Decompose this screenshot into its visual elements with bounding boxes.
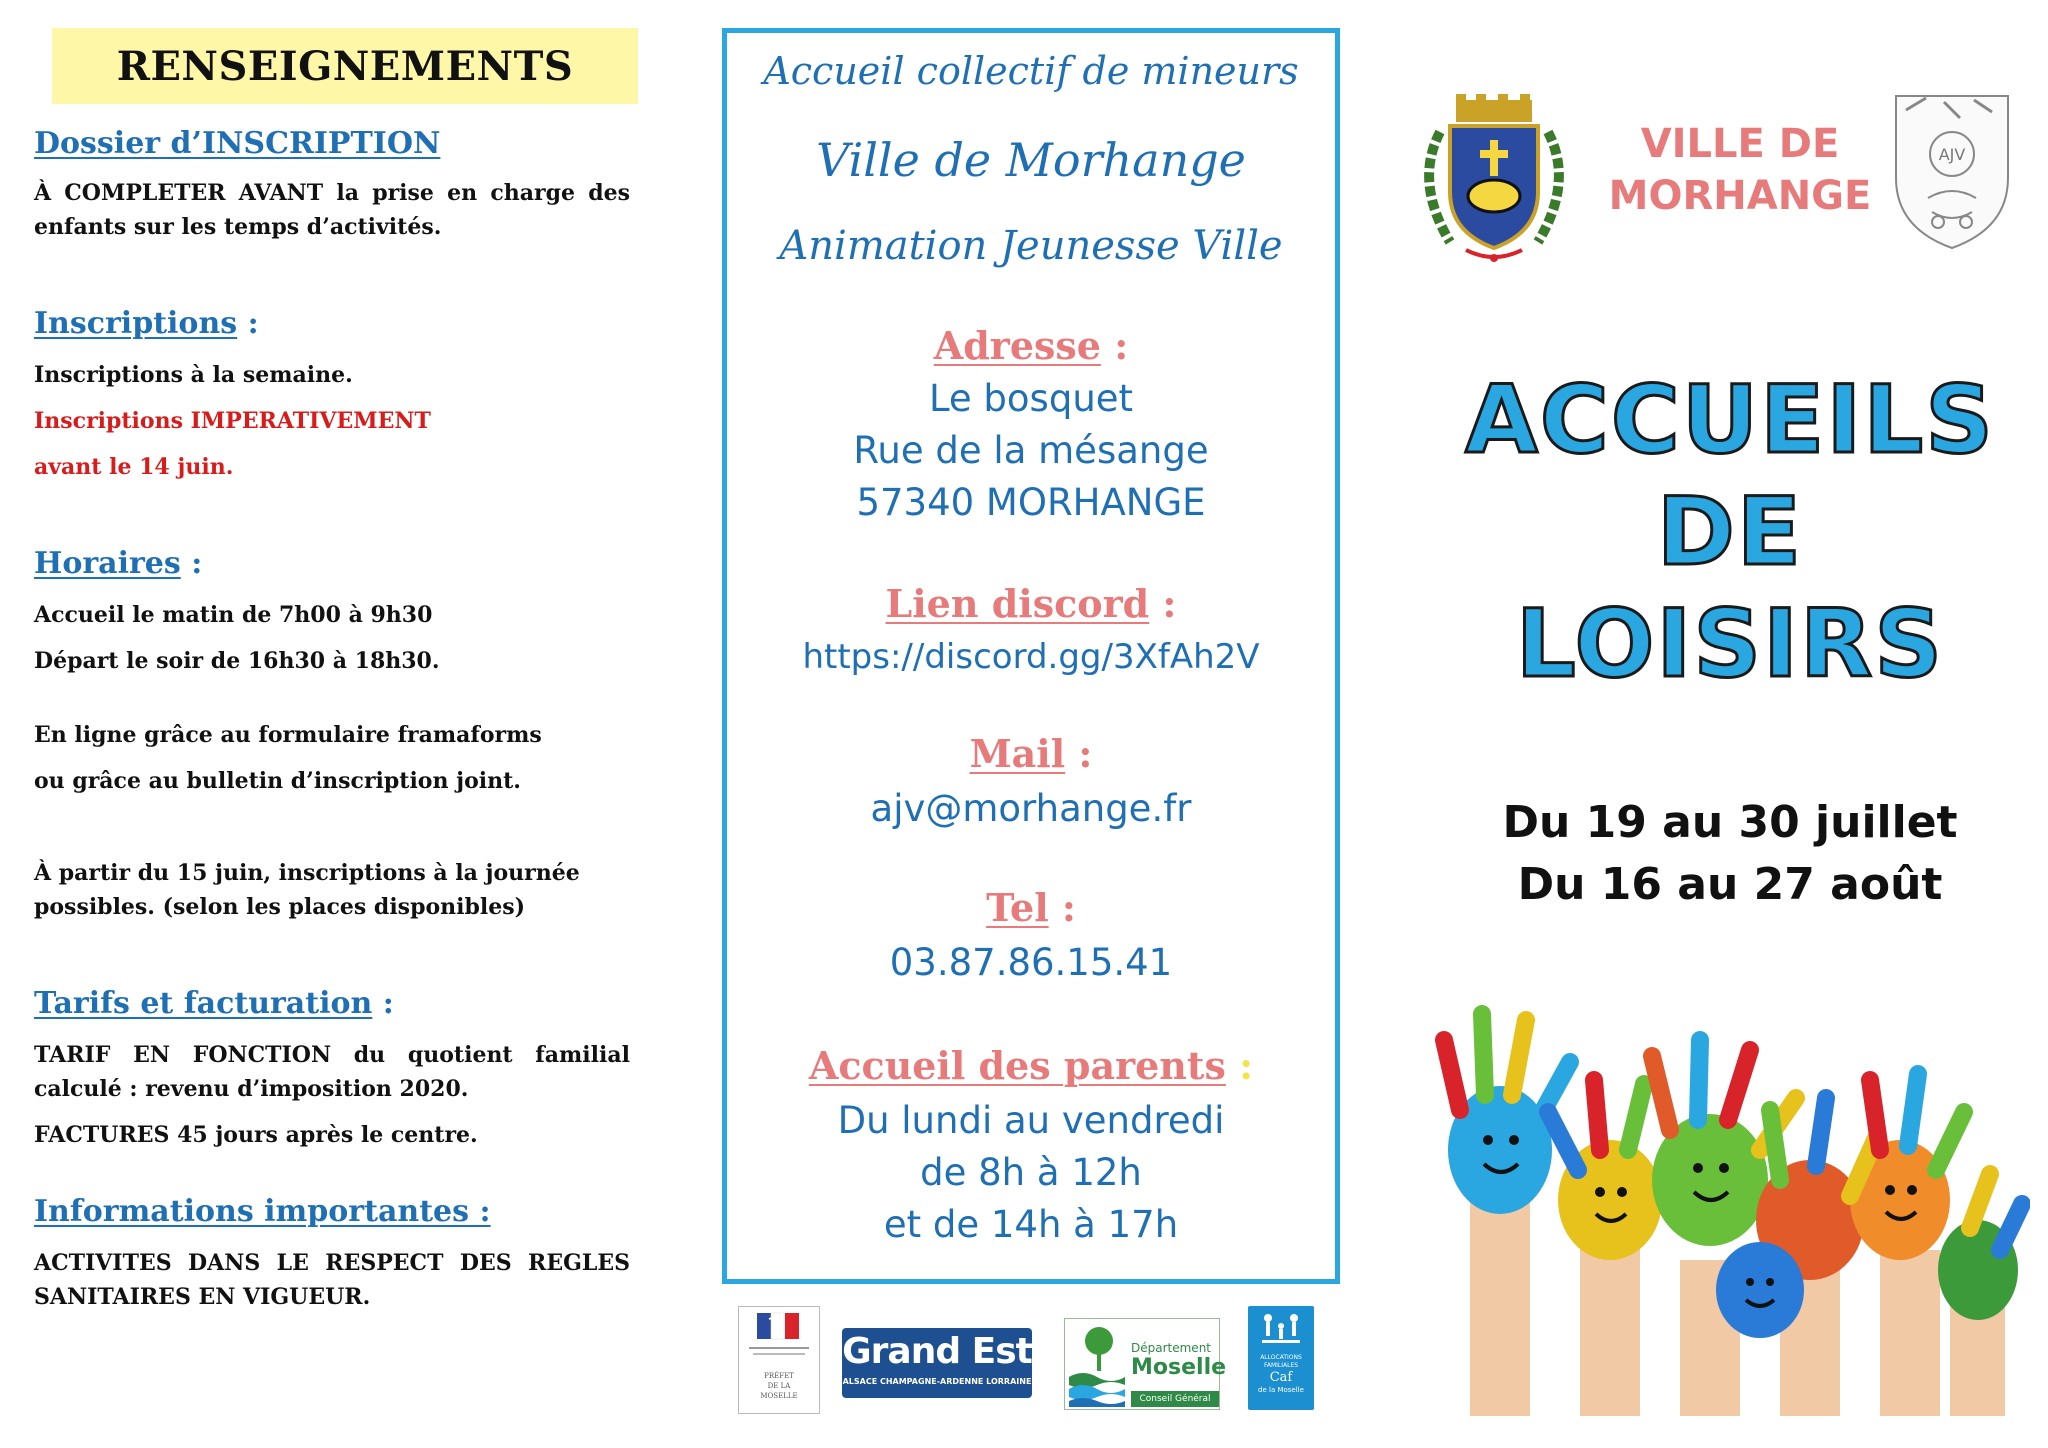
caf-line1: ALLOCATIONS	[1260, 1354, 1302, 1361]
discord-label: Lien discord :	[885, 581, 1177, 626]
dossier-text: À COMPLETER AVANT la prise en charge des enfants sur les temps d’activités.	[34, 180, 630, 240]
title-line3: LOISIRS	[1515, 590, 1945, 699]
caf-line3: Caf	[1269, 1370, 1293, 1385]
caf-line4: de la Moselle	[1258, 1386, 1304, 1394]
adresse-line2: Rue de la mésange	[853, 429, 1209, 472]
title-line2: DE	[1656, 478, 1804, 587]
tarifs-title: Tarifs et facturation :	[34, 986, 394, 1021]
coat-of-arms-icon	[1410, 92, 1578, 268]
caf-logo	[1248, 1306, 1314, 1410]
adresse-line3: 57340 MORHANGE	[856, 481, 1206, 524]
tel-label: Tel :	[986, 885, 1076, 930]
title-line1: ACCUEILS	[1465, 366, 1995, 475]
parents-line2: de 8h à 12h	[920, 1151, 1142, 1194]
inscriptions-line3: avant le 14 juin.	[34, 454, 234, 480]
parents-line3: et de 14h à 17h	[883, 1203, 1179, 1246]
panel-line2: Ville de Morhange	[816, 133, 1246, 187]
ville-line2: MORHANGE	[1608, 173, 1872, 219]
horaires-line3: En ligne grâce au formulaire framaforms	[34, 722, 542, 748]
horaires-line1: Accueil le matin de 7h00 à 9h30	[34, 602, 433, 628]
ville-title	[1590, 118, 1890, 222]
header-title: RENSEIGNEMENTS	[116, 42, 574, 90]
marianne-icon	[739, 1307, 819, 1367]
mail-label: Mail :	[969, 731, 1093, 776]
parents-label: Accueil des parents :	[808, 1043, 1254, 1088]
mail-link[interactable]: ajv@morhange.fr	[870, 787, 1192, 830]
tel-value: 03.87.86.15.41	[889, 941, 1173, 984]
discord-link[interactable]: https://discord.gg/3XfAh2V	[802, 637, 1260, 677]
inscriptions-title: Inscriptions :	[34, 306, 259, 341]
caf-line2: FAMILIALES	[1263, 1362, 1299, 1369]
prefet-line2: DE LA	[767, 1382, 791, 1390]
prefet-line1: PRÉFET	[764, 1372, 794, 1380]
date-line1: Du 19 au 30 juillet	[1502, 797, 1958, 848]
infos-title: Informations importantes :	[34, 1194, 491, 1229]
dossier-title: Dossier d’INSCRIPTION	[34, 126, 441, 161]
horaires-line2: Départ le soir de 16h30 à 18h30.	[34, 648, 440, 674]
moselle-line2: Moselle	[1131, 1355, 1227, 1380]
tarifs-line1: TARIF EN FONCTION du quotient familial calculé : revenu d’imposition 2020.	[34, 1042, 630, 1102]
ajv-logo	[1888, 88, 2016, 252]
parents-line1: Du lundi au vendredi	[837, 1099, 1225, 1142]
tree-icon	[1067, 1319, 1127, 1409]
inscriptions-line2: Inscriptions IMPERATIVEMENT	[34, 408, 431, 434]
panel-line1: Accueil collectif de mineurs	[763, 49, 1299, 93]
family-icon	[1256, 1310, 1306, 1350]
horaires-line5: À partir du 15 juin, inscriptions à la journée possibles. (selon les places disponibles)	[34, 860, 580, 920]
ville-line1: VILLE DE	[1640, 121, 1840, 167]
grandest-name: Grand Est	[842, 1331, 1032, 1372]
prefet-line3: MOSELLE	[760, 1392, 798, 1400]
moselle-line1: Département	[1131, 1341, 1211, 1355]
grandest-sub: ALSACE CHAMPAGNE-ARDENNE LORRAINE	[842, 1377, 1032, 1386]
moselle-logo	[1064, 1318, 1227, 1410]
header-box	[52, 28, 638, 104]
tarifs-line2: FACTURES 45 jours après le centre.	[34, 1122, 478, 1148]
date-line2: Du 16 au 27 août	[1517, 859, 1943, 910]
infos-line1: ACTIVITES DANS LE RESPECT DES REGLES SANITAIRES EN VIGUEUR.	[34, 1250, 630, 1310]
horaires-title: Horaires :	[34, 546, 203, 581]
inscriptions-line1: Inscriptions à la semaine.	[34, 362, 353, 388]
adresse-line1: Le bosquet	[928, 377, 1134, 420]
info-panel	[722, 28, 1340, 1284]
adresse-label: Adresse :	[933, 323, 1129, 368]
panel-line3: Animation Jeunesse Ville	[779, 223, 1283, 269]
horaires-line4: ou grâce au bulletin d’inscription joint.	[34, 768, 521, 794]
moselle-line3: Conseil Général	[1131, 1391, 1219, 1407]
grandest-logo	[842, 1328, 1032, 1398]
painted-hands-illustration	[1430, 1000, 2030, 1416]
prefet-logo	[738, 1306, 820, 1414]
ajv-text: AJV	[1938, 145, 1966, 164]
